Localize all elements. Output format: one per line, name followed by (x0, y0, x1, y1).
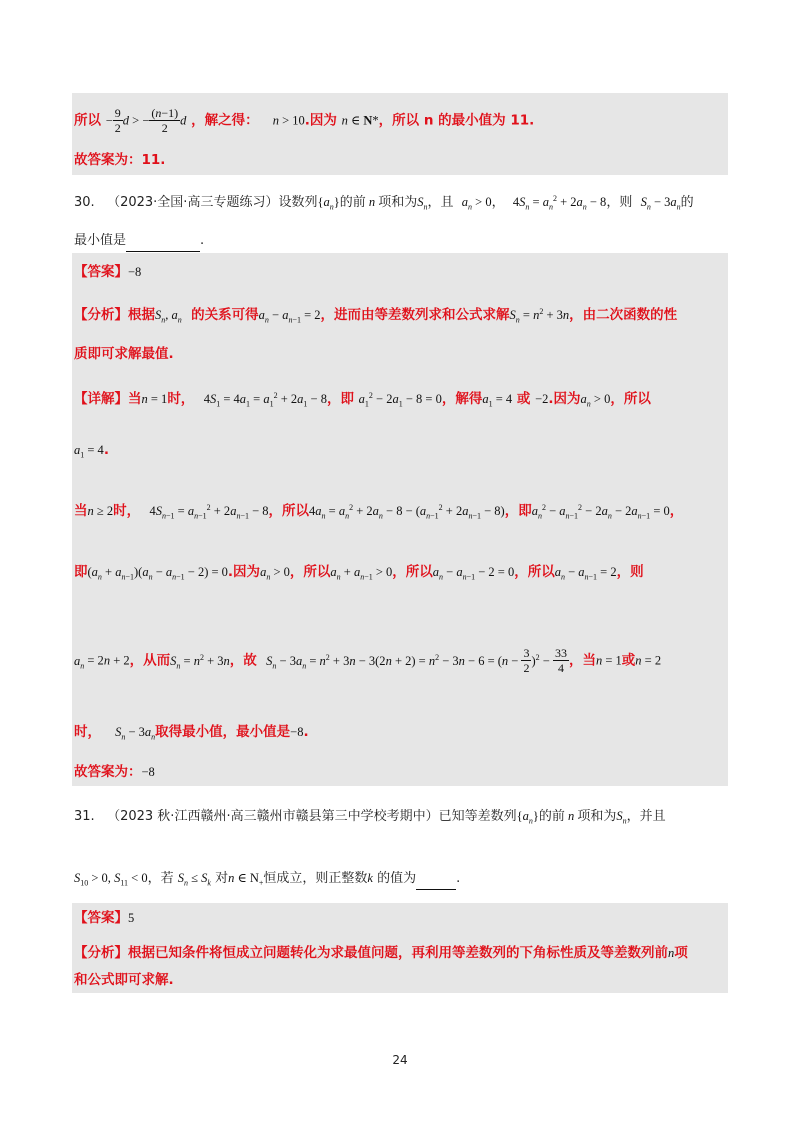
top-line-1: 所以 − $\frac{9}{2}$ d > − $\frac{(n-1)}{2}$ d ，解之得： n > 10.因为 n ∈ N*，所以 n 的最小值为 11. (74, 106, 535, 135)
sol31-analysis-2: 和公式即可求解. (74, 972, 174, 988)
sol31-answer: 【答案】5 (74, 910, 135, 926)
question-30-line-2: 最小值是 . (74, 231, 204, 252)
sol30-answer: 【答案】−8 (74, 264, 142, 280)
sol31-analysis-1: 【分析】根据已知条件将恒成立问题转化为求最值问题，再利用等差数列的下角标性质及等差数列前n项 (74, 945, 688, 961)
page-number: 24 (392, 1053, 408, 1067)
question-30-line-1: 30. （2023·全国·高三专题练习）设数列$\{a_n\}$的前 n 项和为$S_n$，且 $a_n > 0$， $4S_n = a_n^2 + 2a_n - 8$，则 $S_n - 3a_n$的 (74, 194, 694, 212)
sol30-detail-2: $a_1 = 4$. (74, 442, 109, 460)
sol30-analysis-2: 质即可求解最值. (74, 346, 174, 362)
sol30-final: 故答案为：−8 (74, 764, 155, 780)
sol30-detail-3: 当n ≥ 2时， $4S_{n-1} = a_{n-1}^2 + 2a_{n-1} - 8$，所以$4a_n = a_n^2 + 2a_n - 8 - (a_{n-1}^2 + 2a_{n-1} - 8)$，即$a_n^2 - a_{n-1}^2 - 2a_n - 2a_{n-1} = 0$， (74, 503, 684, 521)
sol30-detail-1: 【详解】当n = 1时， $4S_1 = 4a_1 = a_1^2 + 2a_1 - 8$，即 $a_1^2 - 2a_1 - 8 = 0$，解得$a_1 = 4$ 或 −2.因为$a_n > 0$，所以 (74, 391, 651, 409)
sol30-detail-5: $a_n = 2n + 2$，从而$S_n = n^2 + 3n$，故 $S_n - 3a_n = n^2 + 3n - 3(2n + 2) = n^2 - 3n - 6 = (n$ − $\frac{3}{2}$ )$^2$ − $\frac{33}{4}$ ，当n = 1或n = 2 (74, 646, 662, 675)
sol30-detail-6: 时， $S_n - 3a_n$取得最小值，最小值是−8. (74, 724, 309, 742)
sol30-analysis-1: 【分析】根据$S_n$, $a_n$ 的关系可得$a_n - a_{n-1} = 2$，进而由等差数列求和公式求解$S_n = n^2 + 3n$，由二次函数的性 (74, 307, 678, 325)
question-31-line-1: 31. （2023 秋·江西赣州·高三赣州市赣县第三中学校考期中）已知等差数列$\{a_n\}$的前 n 项和为$S_n$，并且 (74, 809, 666, 826)
sol30-detail-4: 即$(a_n + a_{n-1})(a_n - a_{n-1} - 2) = 0$.因为$a_n > 0$，所以$a_n + a_{n-1} > 0$，所以$a_n - a_{n-1} - 2 = 0$，所以$a_n - a_{n-1} = 2$，则 (74, 564, 644, 582)
answer-blank-30 (126, 231, 200, 252)
top-answer-line: 故答案为：11. (74, 152, 166, 168)
answer-blank-31 (416, 869, 456, 890)
question-31-line-2: $S_{10} > 0$, $S_{11} < 0$，若 $S_n \le S_k$ 对n ∈ $N_+$恒成立，则正整数k 的值为 . (74, 868, 460, 894)
